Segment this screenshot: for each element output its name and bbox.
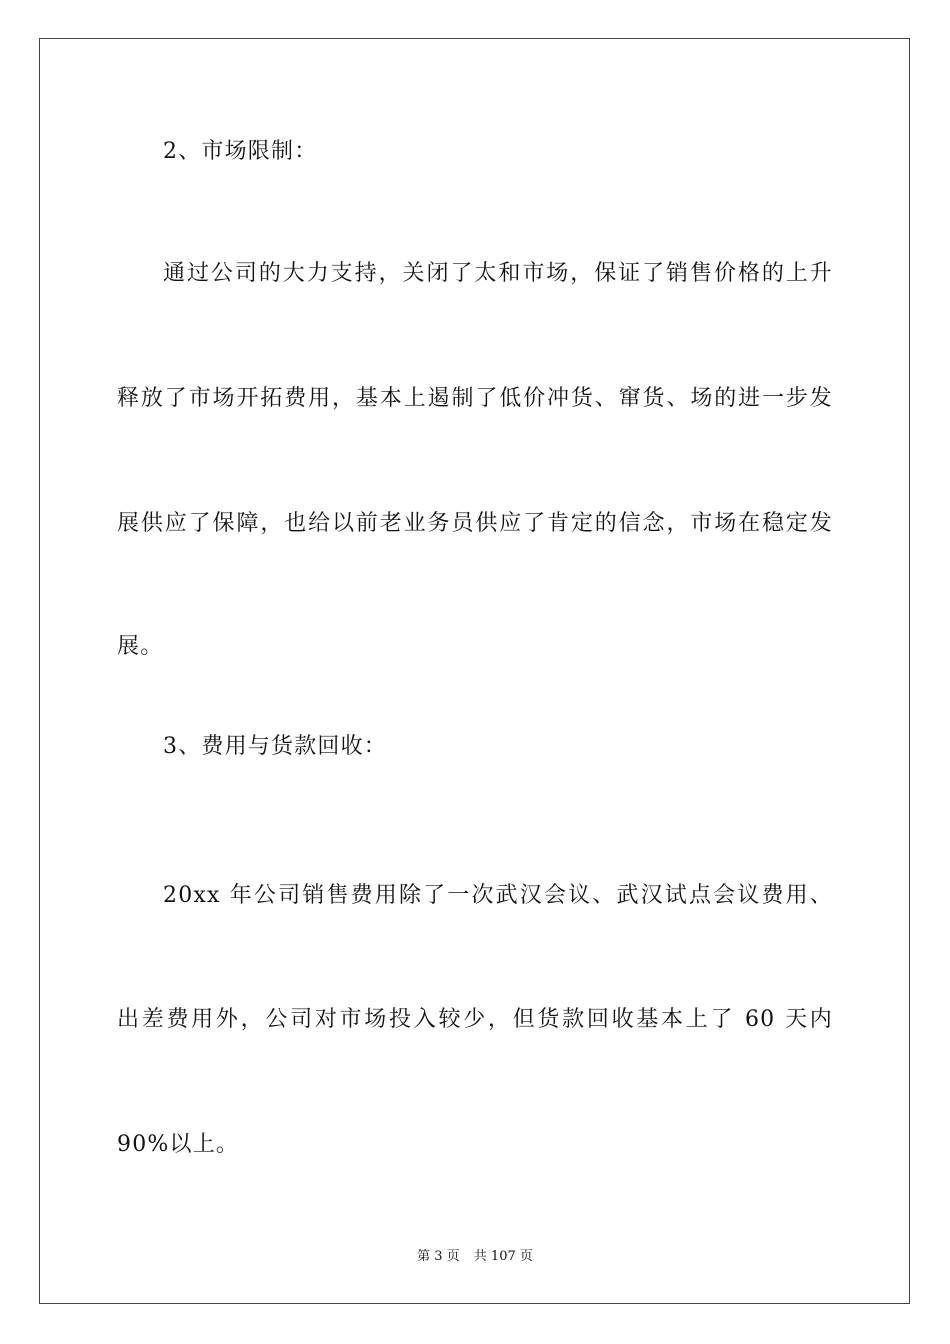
heading-market-restriction: 2、市场限制： — [163, 139, 318, 164]
page-number-current: 第 3 页 — [417, 1249, 460, 1264]
paragraph-line: 20xx 年公司销售费用除了一次武汉会议、武汉试点会议费用、 — [163, 883, 833, 908]
paragraph-line: 展供应了保障，也给以前老业务员供应了肯定的信念，市场在稳定发 — [117, 511, 833, 536]
page-frame — [39, 38, 910, 1304]
paragraph-line: 释放了市场开拓费用，基本上遏制了低价冲货、窜货、场的进一步发 — [117, 386, 833, 411]
paragraph-line: 通过公司的大力支持，关闭了太和市场，保证了销售价格的上升 — [163, 261, 833, 286]
heading-cost-and-payment: 3、费用与货款回收： — [163, 734, 387, 759]
paragraph-line: 出差费用外，公司对市场投入较少，但货款回收基本上了 60 天内 — [117, 1007, 833, 1032]
paragraph-line: 90%以上。 — [117, 1132, 240, 1157]
paragraph-line: 展。 — [117, 634, 164, 659]
page-footer — [0, 1248, 950, 1266]
page-number-total: 共 107 页 — [473, 1249, 533, 1264]
